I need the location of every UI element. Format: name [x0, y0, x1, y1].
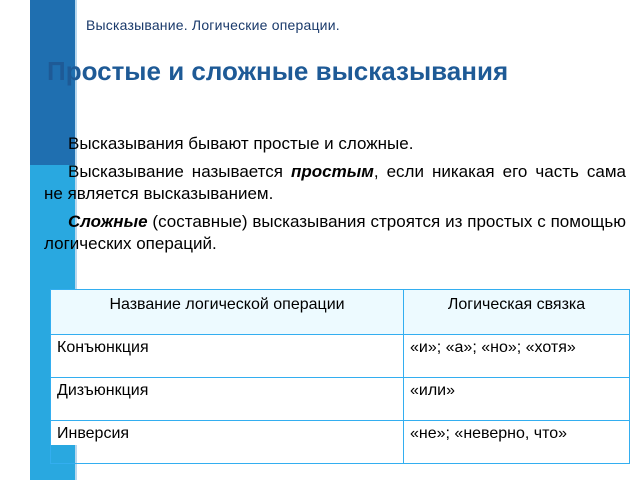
paragraph-2: [44, 161, 626, 205]
operations-table: [50, 289, 630, 464]
connective-cell: «не»; «неверно, что»: [404, 421, 630, 464]
paragraph-1: [44, 133, 626, 155]
operations-table-wrap: [50, 289, 630, 445]
table-header-row: [51, 290, 630, 335]
paragraph-3-rest: (составные) высказывания строятся из простых с помощью логических операций.: [44, 212, 626, 253]
paragraph-2-lead: Высказывание называется: [68, 162, 291, 181]
header-operation-name: Название логической операции: [51, 290, 404, 335]
connective-cell: «или»: [404, 378, 630, 421]
operation-name-cell: Инверсия: [51, 421, 404, 464]
term-complex: Сложные: [68, 212, 148, 231]
paragraph-1-text: Высказывания бывают простые и сложные.: [68, 134, 414, 153]
header-connective: Логическая связка: [404, 290, 630, 335]
term-simple: простым: [291, 162, 374, 181]
connective-cell: «и»; «а»; «но»; «хотя»: [404, 335, 630, 378]
slide-subtitle: Высказывание. Логические операции.: [86, 17, 340, 33]
paragraph-3: [44, 211, 626, 255]
table-row: [51, 378, 630, 421]
table-row: [51, 335, 630, 378]
paragraph-2-rest: , если никакая его часть сама не является высказыванием.: [44, 162, 626, 203]
body-text: [44, 133, 626, 261]
slide-title: Простые и сложные высказывания: [47, 56, 509, 86]
operation-name-cell: Дизъюнкция: [51, 378, 404, 421]
table-row: [51, 421, 630, 464]
operation-name-cell: Конъюнкция: [51, 335, 404, 378]
